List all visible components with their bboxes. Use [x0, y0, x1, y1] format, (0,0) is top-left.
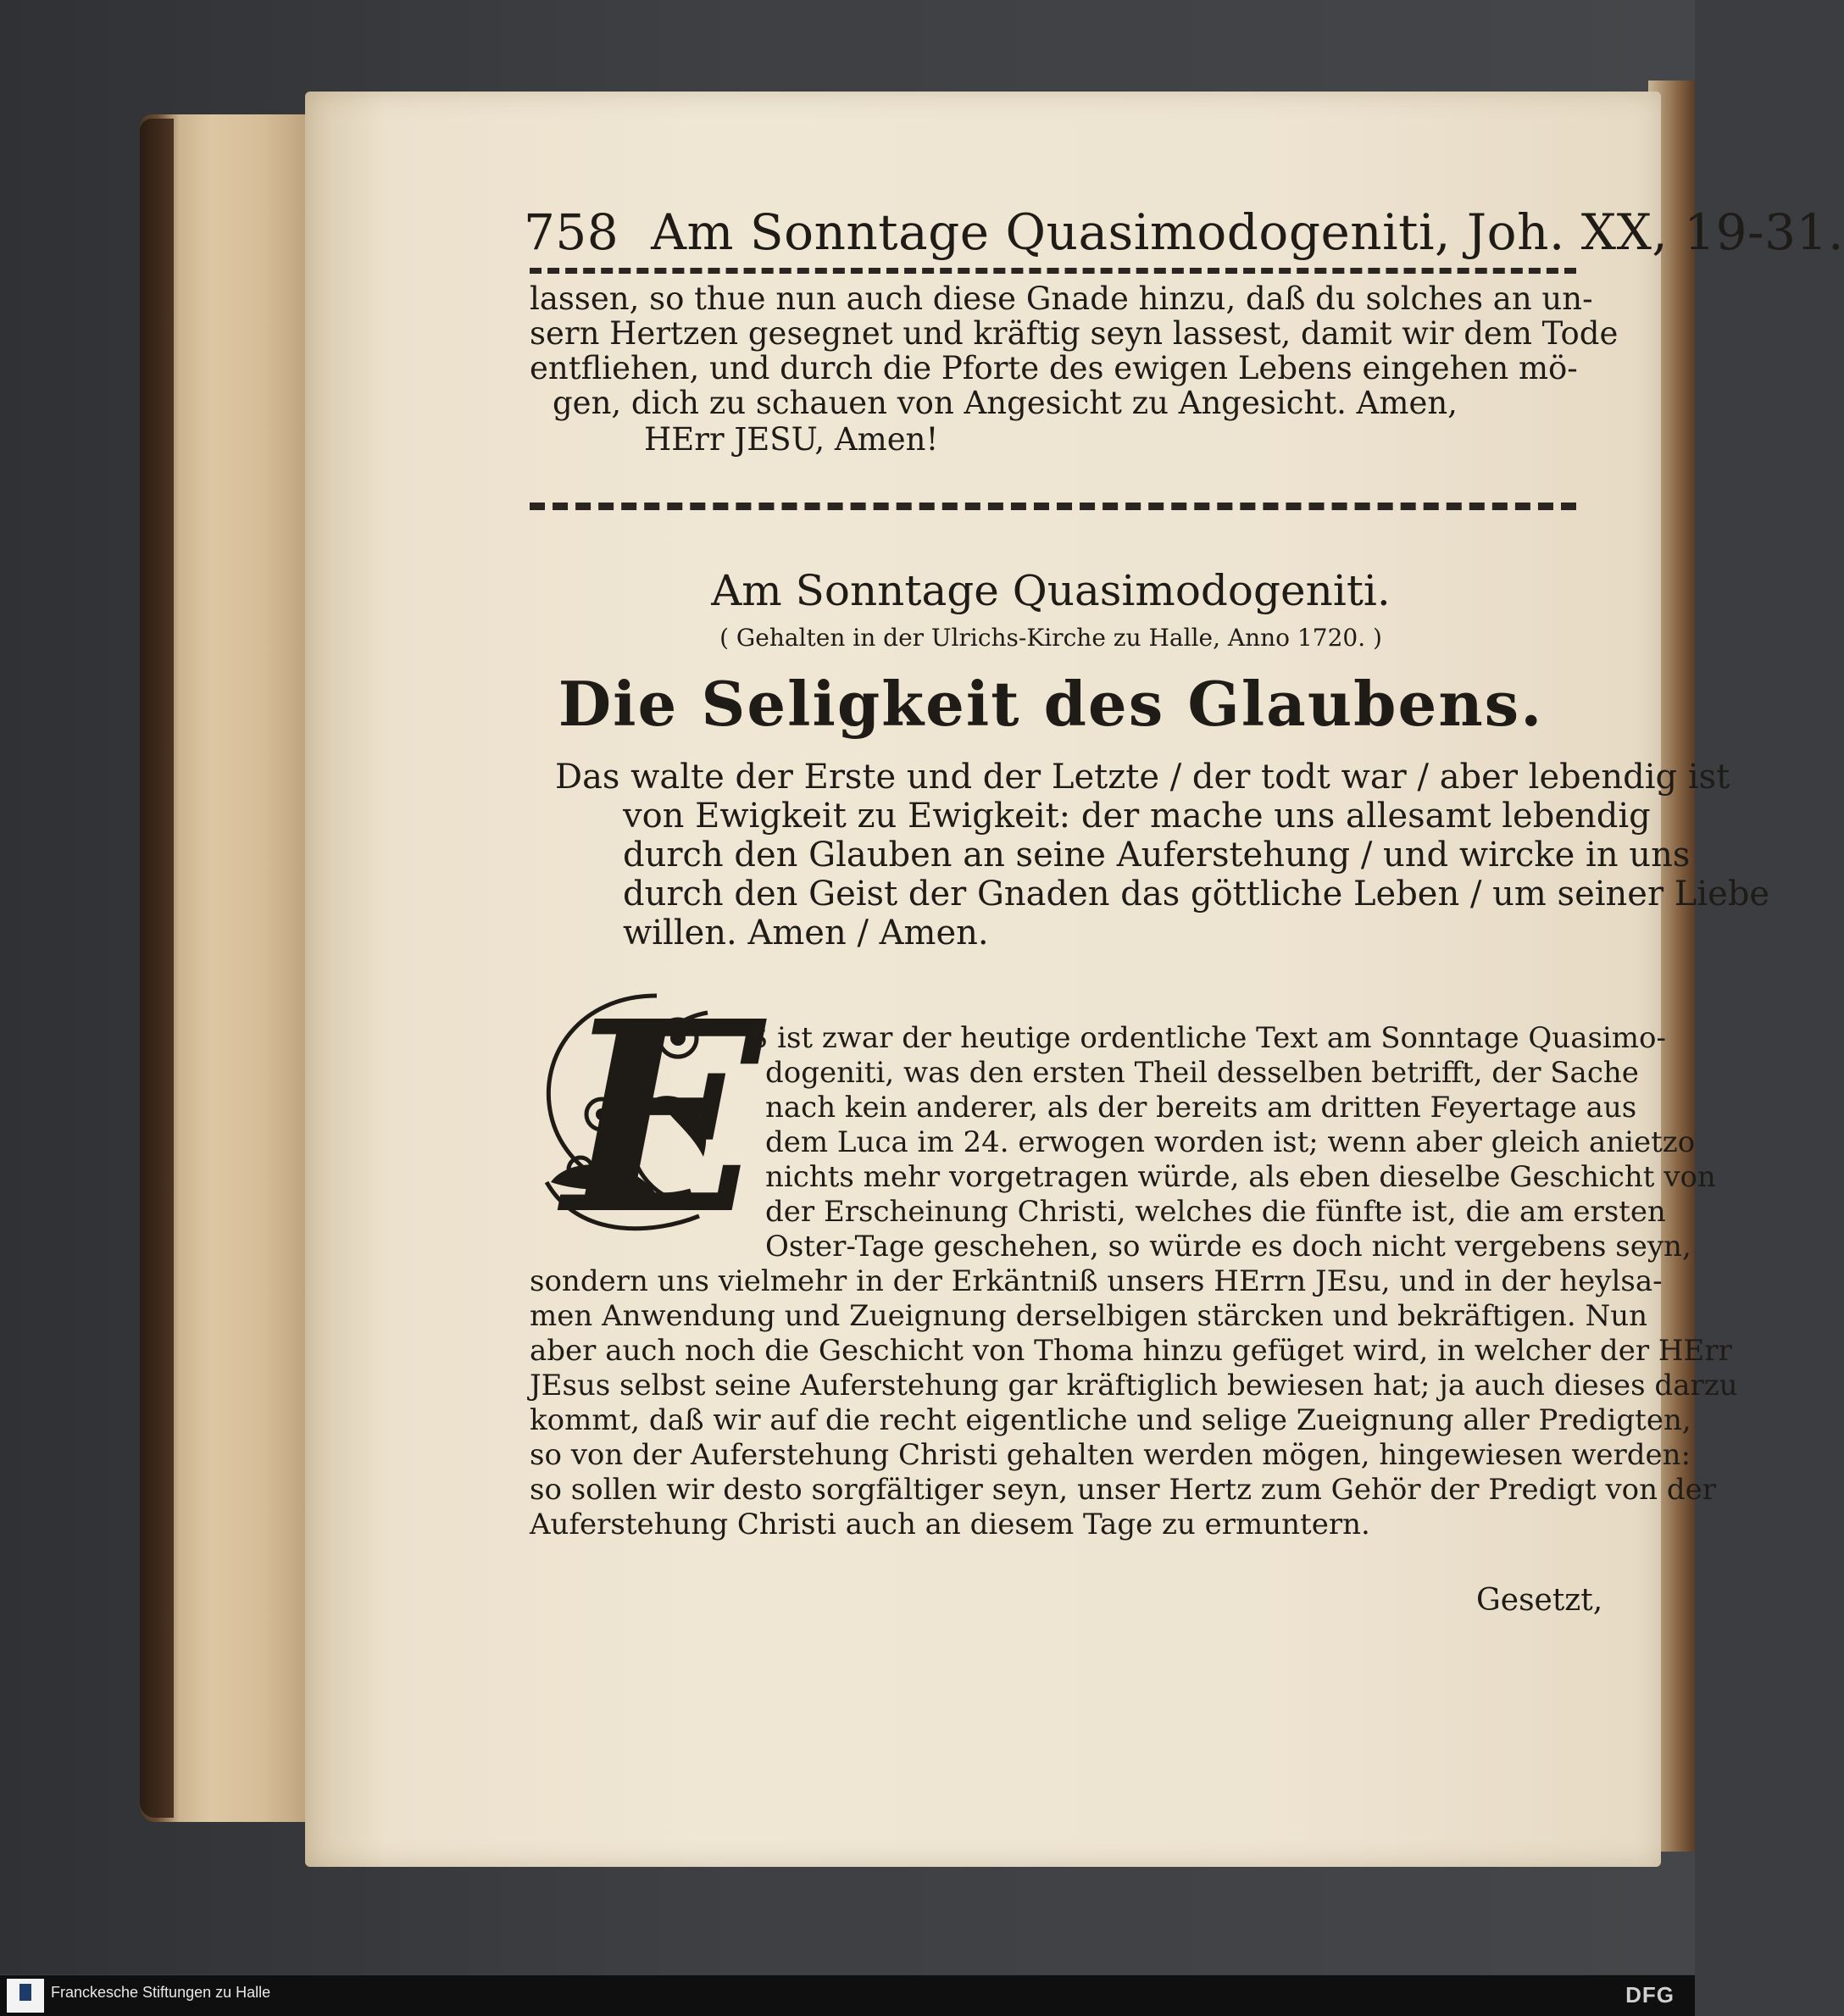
body-line-15: Auferstehung Christi auch an diesem Tage zu ermuntern.	[530, 1508, 1370, 1541]
prayer-line-5: willen. Amen / Amen.	[623, 914, 989, 952]
body-line-13: so von der Auferstehung Christi gehalten werden mögen, hingewiesen werden:	[530, 1438, 1691, 1472]
initial-letter: E	[564, 964, 764, 1273]
running-header	[524, 203, 1844, 261]
body-line-9: men Anwendung und Zueignung derselbigen stärcken und bekräftigen. Nun	[530, 1299, 1648, 1333]
section-note: ( Gehalten in der Ulrichs-Kirche zu Halle, Anno 1720. )	[719, 624, 1382, 652]
page-number: 758	[524, 203, 619, 261]
decorated-initial	[530, 964, 764, 1273]
prayer-line-2: von Ewigkeit zu Ewigkeit: der mache uns allesamt lebendig	[623, 797, 1651, 836]
body-line-11: JEsus selbst seine Auferstehung gar kräftiglich bewiesen hat; ja auch dieses darzu	[530, 1369, 1738, 1402]
body-line-12: kommt, daß wir auf die recht eigentliche und selige Zueignung aller Predigten,	[530, 1403, 1691, 1437]
body-line-7: Oster-Tage geschehen, so würde es doch nicht vergebens seyn,	[765, 1230, 1691, 1263]
prayer-continuation-line-2: sern Hertzen gesegnet und kräftig seyn lassest, damit wir dem Tode	[530, 315, 1619, 352]
logo-mark	[19, 1984, 31, 2001]
prayer-continuation-line-1: lassen, so thue nun auch diese Gnade hinzu, daß du solches an un-	[530, 280, 1593, 317]
section-divider	[530, 503, 1576, 510]
body-line-5: nichts mehr vorgetragen würde, als eben dieselbe Geschicht von	[765, 1160, 1716, 1194]
prayer-continuation-line-5: HErr JESU, Amen!	[644, 421, 939, 458]
body-line-2: dogeniti, was den ersten Theil desselben betrifft, der Sache	[765, 1056, 1639, 1090]
institution-name[interactable]: Franckesche Stiftungen zu Halle	[51, 1984, 271, 2001]
book-cover-edge	[140, 119, 174, 1818]
prayer-line-3: durch den Glauben an seine Auferstehung / und wircke in uns	[623, 836, 1691, 875]
body-line-6: der Erscheinung Christi, welches die fünfte ist, die am ersten	[765, 1195, 1666, 1229]
body-line-1: S ist zwar der heutige ordentliche Text am Sonntage Quasimo-	[748, 1021, 1666, 1055]
body-line-8: sondern uns vielmehr in der Erkäntniß unsers HErrn JEsu, und in der heylsa-	[530, 1264, 1663, 1298]
body-line-4: dem Luca im 24. erwogen worden ist; wenn aber gleich anietzo	[765, 1125, 1696, 1159]
header-rule	[530, 268, 1576, 274]
viewer-footer	[0, 1975, 1695, 2016]
prayer-line-1: Das walte der Erste und der Letzte / der todt war / aber lebendig ist	[555, 758, 1730, 797]
body-line-3: nach kein anderer, als der bereits am dritten Feyertage aus	[765, 1091, 1637, 1125]
catchword: Gesetzt,	[1476, 1583, 1603, 1618]
prayer-line-4: durch den Geist der Gnaden das göttliche Leben / um seiner Liebe	[623, 875, 1770, 914]
sermon-heading: Die Seligkeit des Glaubens.	[558, 668, 1544, 740]
body-line-14: so sollen wir desto sorgfältiger seyn, unser Hertz zum Gehör der Predigt von der	[530, 1473, 1716, 1507]
prayer-continuation-line-3: entfliehen, und durch die Pforte des ewigen Lebens eingehen mö-	[530, 350, 1578, 386]
section-title: Am Sonntage Quasimodogeniti.	[711, 566, 1391, 615]
francke-foundation-logo-icon	[7, 1979, 44, 2013]
dfg-badge: DFG	[1625, 1982, 1675, 2008]
body-line-10: aber auch noch die Geschicht von Thoma hinzu gefüget wird, in welcher der HErr	[530, 1334, 1732, 1368]
running-title: Am Sonntage Quasimodogeniti, Joh. XX, 19-31.	[651, 203, 1844, 261]
prayer-continuation-line-4: gen, dich zu schauen von Angesicht zu Angesicht. Amen,	[553, 385, 1458, 421]
